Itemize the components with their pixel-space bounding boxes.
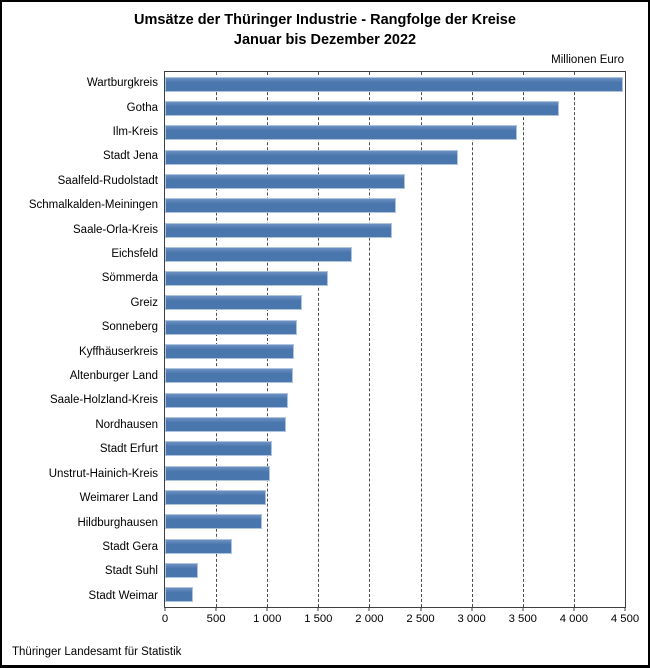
bar-row: [165, 72, 625, 96]
bar-row: [165, 510, 625, 534]
category-label-row: [6, 315, 158, 339]
x-tick: [216, 607, 217, 611]
bar-Stadt Erfurt: [165, 441, 272, 456]
category-label: Saale-Orla-Kreis: [73, 223, 158, 236]
bar-row: [165, 388, 625, 412]
category-label: Sonneberg: [101, 321, 158, 334]
y-axis-labels: [6, 71, 158, 608]
bar-Saale-Orla-Kreis: [165, 223, 392, 238]
bar-row: [165, 364, 625, 388]
bar-Saale-Holzland-Kreis: [165, 393, 288, 408]
plot-area: [161, 71, 640, 625]
category-label: Kyffhäuserkreis: [78, 345, 158, 358]
bar-row: [165, 169, 625, 193]
category-label-row: [6, 193, 158, 217]
bar-row: [165, 485, 625, 509]
category-label-row: [6, 437, 158, 461]
bar-Gotha: [165, 101, 559, 116]
category-label-row: [6, 95, 158, 119]
bar-Sömmerda: [165, 271, 328, 286]
x-tick-label: 4 500: [610, 613, 640, 625]
x-tick-label: 500: [206, 613, 226, 625]
category-label: Altenburger Land: [69, 370, 158, 383]
x-tick-label: 3 500: [508, 613, 537, 625]
x-tick: [625, 607, 626, 611]
bar-row: [165, 145, 625, 169]
category-label: Unstrut-Hainich-Kreis: [48, 467, 158, 480]
bars-container: [165, 72, 625, 607]
x-tick: [165, 607, 166, 611]
chart-title-line1: Umsätze der Thüringer Industrie - Rangfolge der Kreise: [134, 12, 516, 28]
category-label: Sömmerda: [101, 272, 158, 285]
bar-row: [165, 534, 625, 558]
bar-row: [165, 218, 625, 242]
category-label: Hildburghausen: [77, 516, 158, 529]
bar-Eichsfeld: [165, 247, 352, 262]
bar-row: [165, 339, 625, 363]
bar-row: [165, 315, 625, 339]
bar-Wartburgkreis: [165, 77, 623, 92]
category-label-row: [6, 120, 158, 144]
bar-Altenburger Land: [165, 368, 293, 383]
category-label-row: [6, 486, 158, 510]
bar-Stadt Suhl: [165, 563, 198, 578]
x-tick-label: 4 000: [559, 613, 589, 625]
category-label-row: [6, 559, 158, 583]
category-label-row: [6, 535, 158, 559]
x-tick: [318, 607, 319, 611]
x-tick: [369, 607, 370, 611]
category-label-row: [6, 462, 158, 486]
category-label: Stadt Erfurt: [99, 443, 158, 456]
category-label: Nordhausen: [95, 418, 158, 431]
x-tick: [522, 607, 523, 611]
bar-row: [165, 291, 625, 315]
category-label: Saalfeld-Rudolstadt: [57, 174, 158, 187]
bar-Schmalkalden-Meiningen: [165, 198, 396, 213]
category-label-row: [6, 291, 158, 315]
category-label-row: [6, 217, 158, 241]
unit-label: Millionen Euro: [551, 54, 624, 66]
category-label-row: [6, 364, 158, 388]
category-label-row: [6, 169, 158, 193]
category-label-row: [6, 71, 158, 95]
bar-Stadt Weimar: [165, 587, 193, 602]
category-label: Weimarer Land: [79, 492, 158, 505]
bar-Saalfeld-Rudolstadt: [165, 174, 405, 189]
category-label: Eichsfeld: [111, 248, 158, 261]
bar-Kyffhäuserkreis: [165, 344, 294, 359]
bar-Sonneberg: [165, 320, 297, 335]
category-label-row: [6, 510, 158, 534]
bar-Weimarer Land: [165, 490, 266, 505]
category-label-row: [6, 242, 158, 266]
category-label: Ilm-Kreis: [112, 126, 158, 139]
x-tick-label: 1 500: [304, 613, 333, 625]
category-label: Stadt Weimar: [88, 589, 158, 602]
x-tick-label: 3 000: [457, 613, 486, 625]
bar-Unstrut-Hainich-Kreis: [165, 466, 270, 481]
x-tick: [267, 607, 268, 611]
category-label: Schmalkalden-Meiningen: [28, 199, 158, 212]
bar-row: [165, 194, 625, 218]
bar-row: [165, 583, 625, 607]
x-tick: [420, 607, 421, 611]
bar-row: [165, 267, 625, 291]
chart-title-line2: Januar bis Dezember 2022: [233, 32, 417, 48]
x-tick-label: 0: [161, 613, 169, 625]
chart-title: [2, 10, 648, 50]
category-label: Saale-Holzland-Kreis: [49, 394, 158, 407]
bar-Greiz: [165, 295, 302, 310]
x-tick: [573, 607, 574, 611]
category-label-row: [6, 266, 158, 290]
category-label: Wartburgkreis: [86, 77, 158, 90]
category-label: Gotha: [126, 101, 158, 114]
x-tick: [471, 607, 472, 611]
bar-Stadt Jena: [165, 150, 458, 165]
bar-Stadt Gera: [165, 539, 232, 554]
category-label-row: [6, 339, 158, 363]
category-label: Stadt Suhl: [104, 565, 158, 578]
x-tick-label: 1 000: [253, 613, 282, 625]
bar-Hildburghausen: [165, 514, 262, 529]
x-tick-label: 2 000: [355, 613, 384, 625]
bar-row: [165, 437, 625, 461]
bar-Ilm-Kreis: [165, 125, 517, 140]
category-label-row: [6, 144, 158, 168]
bar-row: [165, 121, 625, 145]
category-label: Greiz: [130, 296, 158, 309]
category-label-row: [6, 413, 158, 437]
source-credit: Thüringer Landesamt für Statistik: [12, 646, 182, 658]
category-label-row: [6, 388, 158, 412]
bar-Nordhausen: [165, 417, 286, 432]
bar-row: [165, 461, 625, 485]
bar-row: [165, 558, 625, 582]
category-label: Stadt Gera: [102, 540, 158, 553]
category-label-row: [6, 584, 158, 608]
x-tick-label: 2 500: [406, 613, 435, 625]
bar-row: [165, 412, 625, 436]
bar-row: [165, 242, 625, 266]
category-label: Stadt Jena: [103, 150, 158, 163]
bar-row: [165, 96, 625, 120]
